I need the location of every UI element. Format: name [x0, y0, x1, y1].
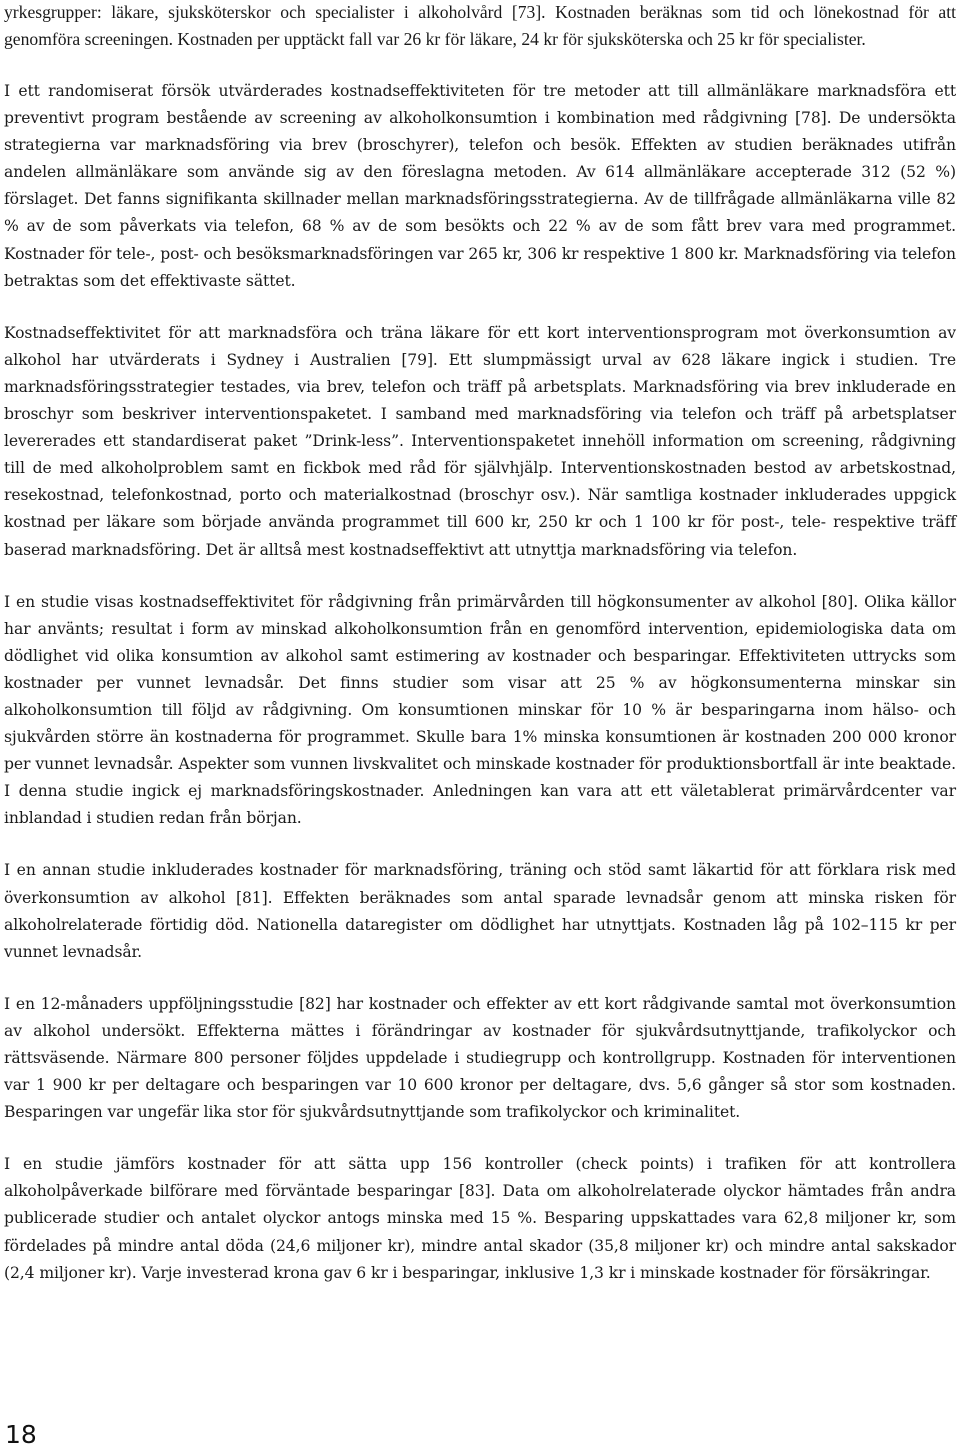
paragraph-primary-care-advice: I en studie visas kostnadseffektivitet för rådgivning från primärvården till högkonsumenter av alkohol [80]. Olika källor har använts; resultat i form av minskad alkoholkonsumtion från en genomförd intervention, epidemiologiska data om dödlighet vid olika konsumtion av alkohol samt estimering av kostnader och besparingar. Effektiviteten uttrycks som kostnader per vunnet levnadsår. Det finns studier som visar att 25 % av högkonsumenterna minskar sin alkoholkonsumtion till följd av rådgivning. Om konsumtionen minskar för 10 % är besparingarna inom hälso- och sjukvården större än kostnaderna för programmet. Skulle bara 1% minska konsumtionen är kostnaden 200 000 kronor per vunnet levnadsår. Aspekter som vunnen livskvalitet och minskade kostnader för produktionsbortfall är inte beaktade. I denna studie ingick ej marknadsföringskostnader. Anledningen kan vara att ett väletablerat primärvårdcenter var inblandad i studien redan från början.: [4, 592, 956, 828]
page-number: 18: [5, 1420, 37, 1449]
paragraph-marketing-trial: I ett randomiserat försök utvärderades kostnadseffektiviteten för tre metoder att till allmänläkare marknadsföra ett preventivt program bestående av screening av alkoholkonsumtion i kombination med rådgivning [78]. De undersökta strategierna var marknadsföring via brev (broschyrer), telefon och besök. Effekten av studien beräknades utifrån andelen allmänläkare som använde sig av den föreslagna metoden. Av 614 allmänläkare accepterade 312 (52 %) förslaget. Det fanns signifikanta skillnader mellan marknadsföringsstrategierna. Av de tillfrågade allmänläkarna ville 82 % av de som påverkats via telefon, 68 % av de som besökts och 22 % av de som fått brev vara med programmet. Kostnader för tele-, post- och besöksmarknadsföringen var 265 kr, 306 kr respektive 1 800 kr. Marknadsföring via telefon betraktas som det effektivaste sättet.: [4, 82, 956, 290]
paragraph-spacer: [4, 1126, 956, 1151]
paragraph-sydney-study: Kostnadseffektivitet för att marknadsföra och träna läkare för ett kort interventionsprogram mot överkonsumtion av alkohol har utvärderats i Sydney i Australien [79]. Ett slumpmässigt urval av 628 läkare ingick i studien. Tre marknadsföringsstrategier testades, via brev, telefon och träff på arbetsplats. Marknadsföring via brev inkluderade en broschyr som beskriver interventionspaketet. I samband med marknadsföring via telefon och träff på arbetsplatser levererades ett standardiserat paket ”Drink-less”. Interventionspaketet innehöll information om screening, rådgivning till de med alkoholproblem samt en fickbok med råd för självhjälp. Interventionskostnaden bestod av arbetskostnad, resekostnad, telefonkostnad, porto och materialkostnad (broschyr osv.). När samtliga kostnader inkluderades uppgick kostnad per läkare som började använda programmet till 600 kr, 250 kr och 1 100 kr för post-, tele- respektive träff baserad marknadsföring. Det är alltså mest kostnadseffektivt att utnyttja marknadsföring via telefon.: [4, 323, 956, 559]
paragraph-spacer: [4, 53, 956, 78]
paragraph-spacer: [4, 966, 956, 991]
paragraph-spacer: [4, 295, 956, 320]
paragraph-spacer: [4, 564, 956, 589]
paragraph-traffic-checkpoints: I en studie jämförs kostnader för att sätta upp 156 kontroller (check points) i trafiken för att kontrollera alkoholpåverkade bilförare med förväntade besparingar [83]. Data om alkoholrelaterade olyckor hämtades från andra publicerade studier och antalet olyckor antogs minska med 15 %. Besparing uppskattades vara 62,8 miljoner kr, som fördelades på mindre antal döda (24,6 miljoner kr), mindre antal skador (35,8 miljoner kr) och mindre antal sakskador (2,4 miljoner kr). Varje investerad krona gav 6 kr i besparingar, inklusive 1,3 kr i minskade kostnader för försäkringar.: [4, 1155, 956, 1282]
paragraph-followup-study: I en 12-månaders uppföljningsstudie [82] har kostnader och effekter av ett kort rådgivande samtal mot överkonsumtion av alkohol undersökt. Effekterna mättes i förändringar av kostnader för sjukvårdsutnyttjande, trafikolyckor och rättsväsende. Närmare 800 personer följdes uppdelade i studiegrupp och kontrollgrupp. Kostnaden för interventionen var 1 900 kr per deltagare och besparingen var 10 600 kronor per deltagare, dvs. 5,6 gånger så stor som kostnaden. Besparingen var ungefär lika stor för sjukvårdsutnyttjande som trafikolyckor och kriminalitet.: [4, 994, 956, 1122]
document-page: [4, 0, 956, 1287]
paragraph-spacer: [4, 832, 956, 857]
paragraph-marketing-training-study: I en annan studie inkluderades kostnader för marknadsföring, träning och stöd samt läkartid för att förklara risk med överkonsumtion av alkohol [81]. Effekten beräknades som antal sparade levnadsår genom att minska risken för alkoholrelaterade förtidig död. Nationella dataregister om dödlighet har utnyttjats. Kostnaden låg på 102–115 kr per vunnet levnadsår.: [4, 861, 956, 961]
paragraph-continued-screening-costs: yrkesgrupper: läkare, sjuksköterskor och specialister i alkoholvård [73]. Kostnaden beräknas som tid och lönekostnad för att genomföra screeningen. Kostnaden per upptäckt fall var 26 kr för läkare, 24 kr för sjuksköterska och 25 kr för specialister.: [4, 2, 956, 49]
